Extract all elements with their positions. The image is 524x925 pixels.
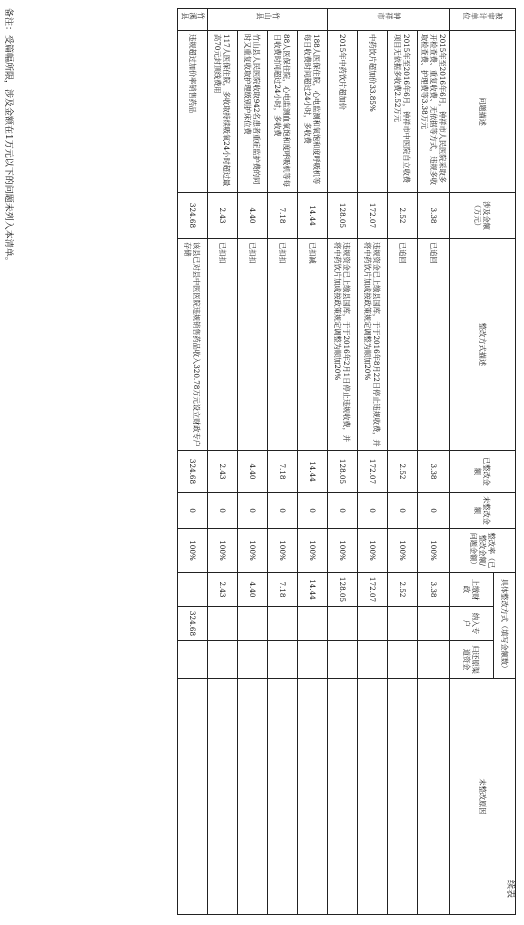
method-cell: 已扣扣 — [268, 239, 298, 451]
header-rate: 整改率（已整改金额/问题金额） — [450, 529, 516, 573]
header-amount: 涉及金额（万元） — [450, 193, 516, 239]
method-cell: 已扣减 — [298, 239, 328, 451]
unrectified-cell: 0 — [418, 493, 450, 529]
finance-cell: 2.43 — [208, 573, 238, 607]
problem-cell: 117人医保住院，多收取持续吸氧24小时超过最高70元封顶线费用 — [208, 31, 238, 193]
header-unrectified: 未整改金额 — [450, 493, 516, 529]
rectified-cell: 14.44 — [298, 451, 328, 493]
rectification-table — [177, 8, 516, 915]
special-cell: 324.68 — [178, 607, 208, 641]
rectified-cell: 324.68 — [178, 451, 208, 493]
amount-cell: 14.44 — [298, 193, 328, 239]
return-cell — [178, 641, 208, 679]
reason-cell — [238, 679, 268, 915]
return-cell — [418, 641, 450, 679]
special-cell — [238, 607, 268, 641]
amount-cell: 172.07 — [358, 193, 388, 239]
reason-cell — [388, 679, 418, 915]
finance-cell: 128.05 — [328, 573, 358, 607]
special-cell — [268, 607, 298, 641]
unrectified-cell: 0 — [208, 493, 238, 529]
amount-cell: 128.05 — [328, 193, 358, 239]
unrectified-cell: 0 — [358, 493, 388, 529]
special-cell — [388, 607, 418, 641]
rate-cell: 100% — [208, 529, 238, 573]
unrectified-cell: 0 — [238, 493, 268, 529]
rectified-cell: 172.07 — [358, 451, 388, 493]
header-reason: 未整改原因 — [450, 679, 516, 915]
return-cell — [298, 641, 328, 679]
unit-cell: 竹溪县 — [178, 9, 208, 31]
method-cell: 已扣扣 — [208, 239, 238, 451]
rate-cell: 100% — [238, 529, 268, 573]
reason-cell — [268, 679, 298, 915]
return-cell — [238, 641, 268, 679]
return-cell — [388, 641, 418, 679]
finance-cell: 7.18 — [268, 573, 298, 607]
amount-cell: 4.40 — [238, 193, 268, 239]
rate-cell: 100% — [418, 529, 450, 573]
rectified-cell: 3.38 — [418, 451, 450, 493]
special-cell — [358, 607, 388, 641]
rate-cell: 100% — [298, 529, 328, 573]
footnote: 备注：受篇幅所限，涉及金额在1万元以下的问题未列入本清单。 — [3, 8, 13, 266]
method-cell: 违规资金已上缴县国库，于于2016年8月22日停止违规收费，并将中药饮片加成按政策规定调整为顺加20% — [358, 239, 388, 451]
table-row — [418, 9, 450, 915]
problem-cell: 2015年中药饮片超加价 — [328, 31, 358, 193]
rate-cell: 100% — [178, 529, 208, 573]
rectified-cell: 2.43 — [208, 451, 238, 493]
rectified-cell: 128.05 — [328, 451, 358, 493]
reason-cell — [418, 679, 450, 915]
return-cell — [358, 641, 388, 679]
unrectified-cell: 0 — [388, 493, 418, 529]
special-cell — [418, 607, 450, 641]
rate-cell: 100% — [268, 529, 298, 573]
special-cell — [208, 607, 238, 641]
table-row — [328, 9, 358, 915]
unit-cell: 钟祥市 — [328, 9, 450, 31]
header-way-group: 具体整改方式（填写金额数） — [494, 573, 516, 679]
unrectified-cell: 0 — [178, 493, 208, 529]
finance-cell — [178, 573, 208, 607]
reason-cell — [358, 679, 388, 915]
table-row — [298, 9, 328, 915]
finance-cell: 2.52 — [388, 573, 418, 607]
continued-label: 续表 — [505, 880, 515, 899]
finance-cell: 4.40 — [238, 573, 268, 607]
header-row-1 — [494, 9, 516, 915]
header-method: 整改方式描述 — [450, 239, 516, 451]
unrectified-cell: 0 — [298, 493, 328, 529]
return-cell — [208, 641, 238, 679]
special-cell — [298, 607, 328, 641]
table-row — [358, 9, 388, 915]
problem-cell: 中药饮片超加价33.85% — [358, 31, 388, 193]
amount-cell: 324.68 — [178, 193, 208, 239]
finance-cell: 172.07 — [358, 573, 388, 607]
amount-cell: 7.18 — [268, 193, 298, 239]
header-way-special: 纳入专户 — [450, 607, 494, 641]
method-cell: 已扣扣 — [238, 239, 268, 451]
problem-cell: 2015年至2016年6月，钟祥市中医院自立收费项目无依据多收费2.52万元 — [388, 31, 418, 193]
amount-cell: 2.52 — [388, 193, 418, 239]
amount-cell: 3.38 — [418, 193, 450, 239]
rectified-cell: 4.40 — [238, 451, 268, 493]
reason-cell — [178, 679, 208, 915]
reason-cell — [208, 679, 238, 915]
return-cell — [328, 641, 358, 679]
amount-cell: 2.43 — [208, 193, 238, 239]
rectified-cell: 2.52 — [388, 451, 418, 493]
table-row — [268, 9, 298, 915]
finance-cell: 3.38 — [418, 573, 450, 607]
table-row — [178, 9, 208, 915]
special-cell — [328, 607, 358, 641]
rate-cell: 100% — [358, 529, 388, 573]
problem-cell: 88人医保住院，心电监测血氧饱和度呼吸机等每日收费时间超过24小时，多收费 — [268, 31, 298, 193]
header-rectified: 已整改金额 — [450, 451, 516, 493]
problem-cell: 2015年至2016年6月，钟祥市人民医院采取多开检查费、重复收费、无依据等方式，违规多收取检查费、护理费等3.38万元 — [418, 31, 450, 193]
header-unit: 被审计单位 — [450, 9, 516, 31]
method-cell: 违规资金已上缴县国库，于于2016年2月1日停止违规收费，并将中药饮片加成按政策规定调整为顺加20% — [328, 239, 358, 451]
reason-cell — [298, 679, 328, 915]
method-cell: 已追回 — [418, 239, 450, 451]
finance-cell: 14.44 — [298, 573, 328, 607]
problem-cell: 违规超过加价率销售药品 — [178, 31, 208, 193]
table-row — [388, 9, 418, 915]
rate-cell: 100% — [328, 529, 358, 573]
header-problem: 问题描述 — [450, 31, 516, 193]
table-row — [208, 9, 238, 915]
problem-cell: 188人医保住院，心电监测和氧饱和度呼吸机等每日收费时间超过24小时，多收费 — [298, 31, 328, 193]
rate-cell: 100% — [388, 529, 418, 573]
return-cell — [268, 641, 298, 679]
header-way-finance: 上缴财政 — [450, 573, 494, 607]
header-way-return: 归还原渠道资金 — [450, 641, 494, 679]
method-cell: 该县已对县中医医院违规销售药品收入320.78万元设立财政专户存储 — [178, 239, 208, 451]
rectified-cell: 7.18 — [268, 451, 298, 493]
reason-cell — [328, 679, 358, 915]
table-row — [238, 9, 268, 915]
unit-cell: 竹山县 — [208, 9, 328, 31]
unrectified-cell: 0 — [268, 493, 298, 529]
unrectified-cell: 0 — [328, 493, 358, 529]
method-cell: 已追回 — [388, 239, 418, 451]
problem-cell: 竹山县人民医院收取942名患者重症监护费的同时又重复收取护理级别护床位费 — [238, 31, 268, 193]
